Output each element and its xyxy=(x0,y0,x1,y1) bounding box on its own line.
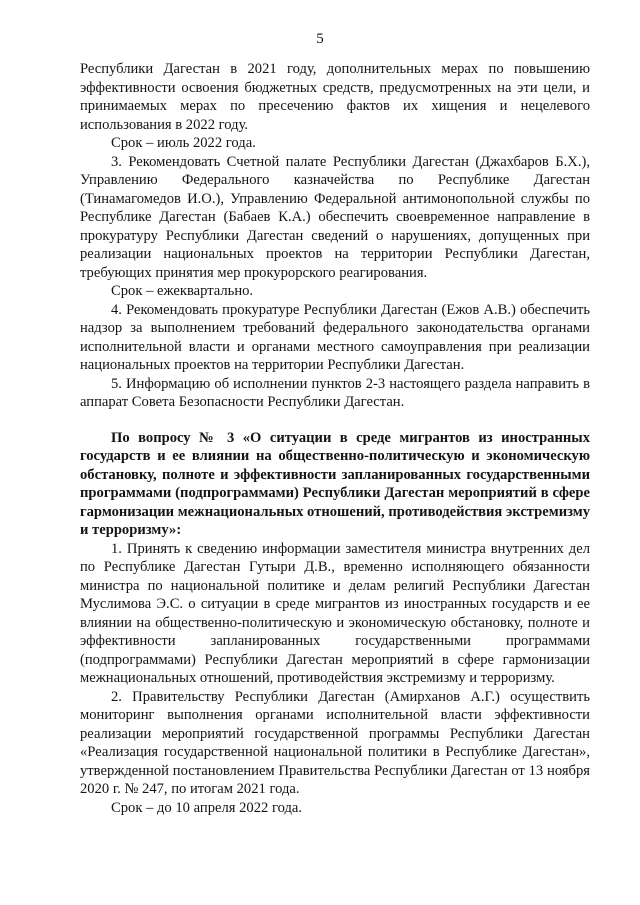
paragraph-item-4: 4. Рекомендовать прокуратуре Республики Дагестан (Ежов А.В.) обеспечить надзор за выполнением требований федерального законодательства органами исполнительной власти и органами местного самоуправления при реализации национальных проектов на территории Республики Дагестан. xyxy=(80,301,590,373)
section-heading: По вопросу № 3 «О ситуации в среде мигрантов из иностранных государств и ее влиянии на общественно-политическую и экономическую обстановку, полноте и эффективности запланированных государственными программами (подпрограммами) Республики Дагестан мероприятий в сфере гармонизации межнациональных отношений, противодействия экстремизму и терроризму»: xyxy=(80,429,590,538)
paragraph-deadline: Срок – июль 2022 года. xyxy=(111,135,256,151)
paragraph-item-3: 3. Рекомендовать Счетной палате Республики Дагестан (Джахбаров Б.Х.), Управлению Федерального казначейства по Республике Дагестан (Тинамагомедов И.О.), Управлению Федеральной антимонопольной службы по Республике Дагестан (Бабаев К.А.) обеспечить своевременное направление в прокуратуру Республики Дагестан сведений о нарушениях, допущенных при реализации национальных проектов на территории Республики Дагестан, требующих принятия мер прокурорского реагирования. xyxy=(80,153,590,281)
paragraph-item-2: 2. Правительству Республики Дагестан (Амирханов А.Г.) осуществить мониторинг выполнения органами исполнительной власти эффективности реализации мероприятий государственной программы Республики Дагестан «Реализация государственной национальной политики в Республике Дагестан», утвержденной постановлением Правительства Республики Дагестан от 13 ноября 2020 г. № 247, по итогам 2021 года. xyxy=(80,688,590,797)
paragraph-deadline: Срок – до 10 апреля 2022 года. xyxy=(111,799,303,816)
paragraph-continuation: Республики Дагестан в 2021 году, дополнительных мерах по повышению эффективности освоения бюджетных средств, предусмотренных на эти цели, и принимаемых мерах по пресечению фактов их хищения и нецелевого использования в 2022 году. xyxy=(80,61,590,133)
section-gap xyxy=(80,412,590,429)
paragraph-item-1: 1. Принять к сведению информации заместителя министра внутренних дел по Республике Дагестан Гутыри Д.В., временно исполняющего обязанности министра по национальной политике и делам религий Республики Дагестан Муслимова Э.С. о ситуации в среде мигрантов из иностранных государств и ее влиянии на общественно-политическую и экономическую обстановку, полноте и эффективности запланированных государственными программами (подпрограммами) Республики Дагестан мероприятий в сфере гармонизации межнациональных отношений, противодействия экстремизму и терроризму. xyxy=(80,540,590,686)
paragraph-deadline: Срок – ежеквартально. xyxy=(111,283,254,299)
page-number: 5 xyxy=(316,31,324,47)
document-body xyxy=(80,60,590,817)
paragraph-item-5: 5. Информацию об исполнении пунктов 2-3 настоящего раздела направить в аппарат Совета Безопасности Республики Дагестан. xyxy=(80,375,590,410)
